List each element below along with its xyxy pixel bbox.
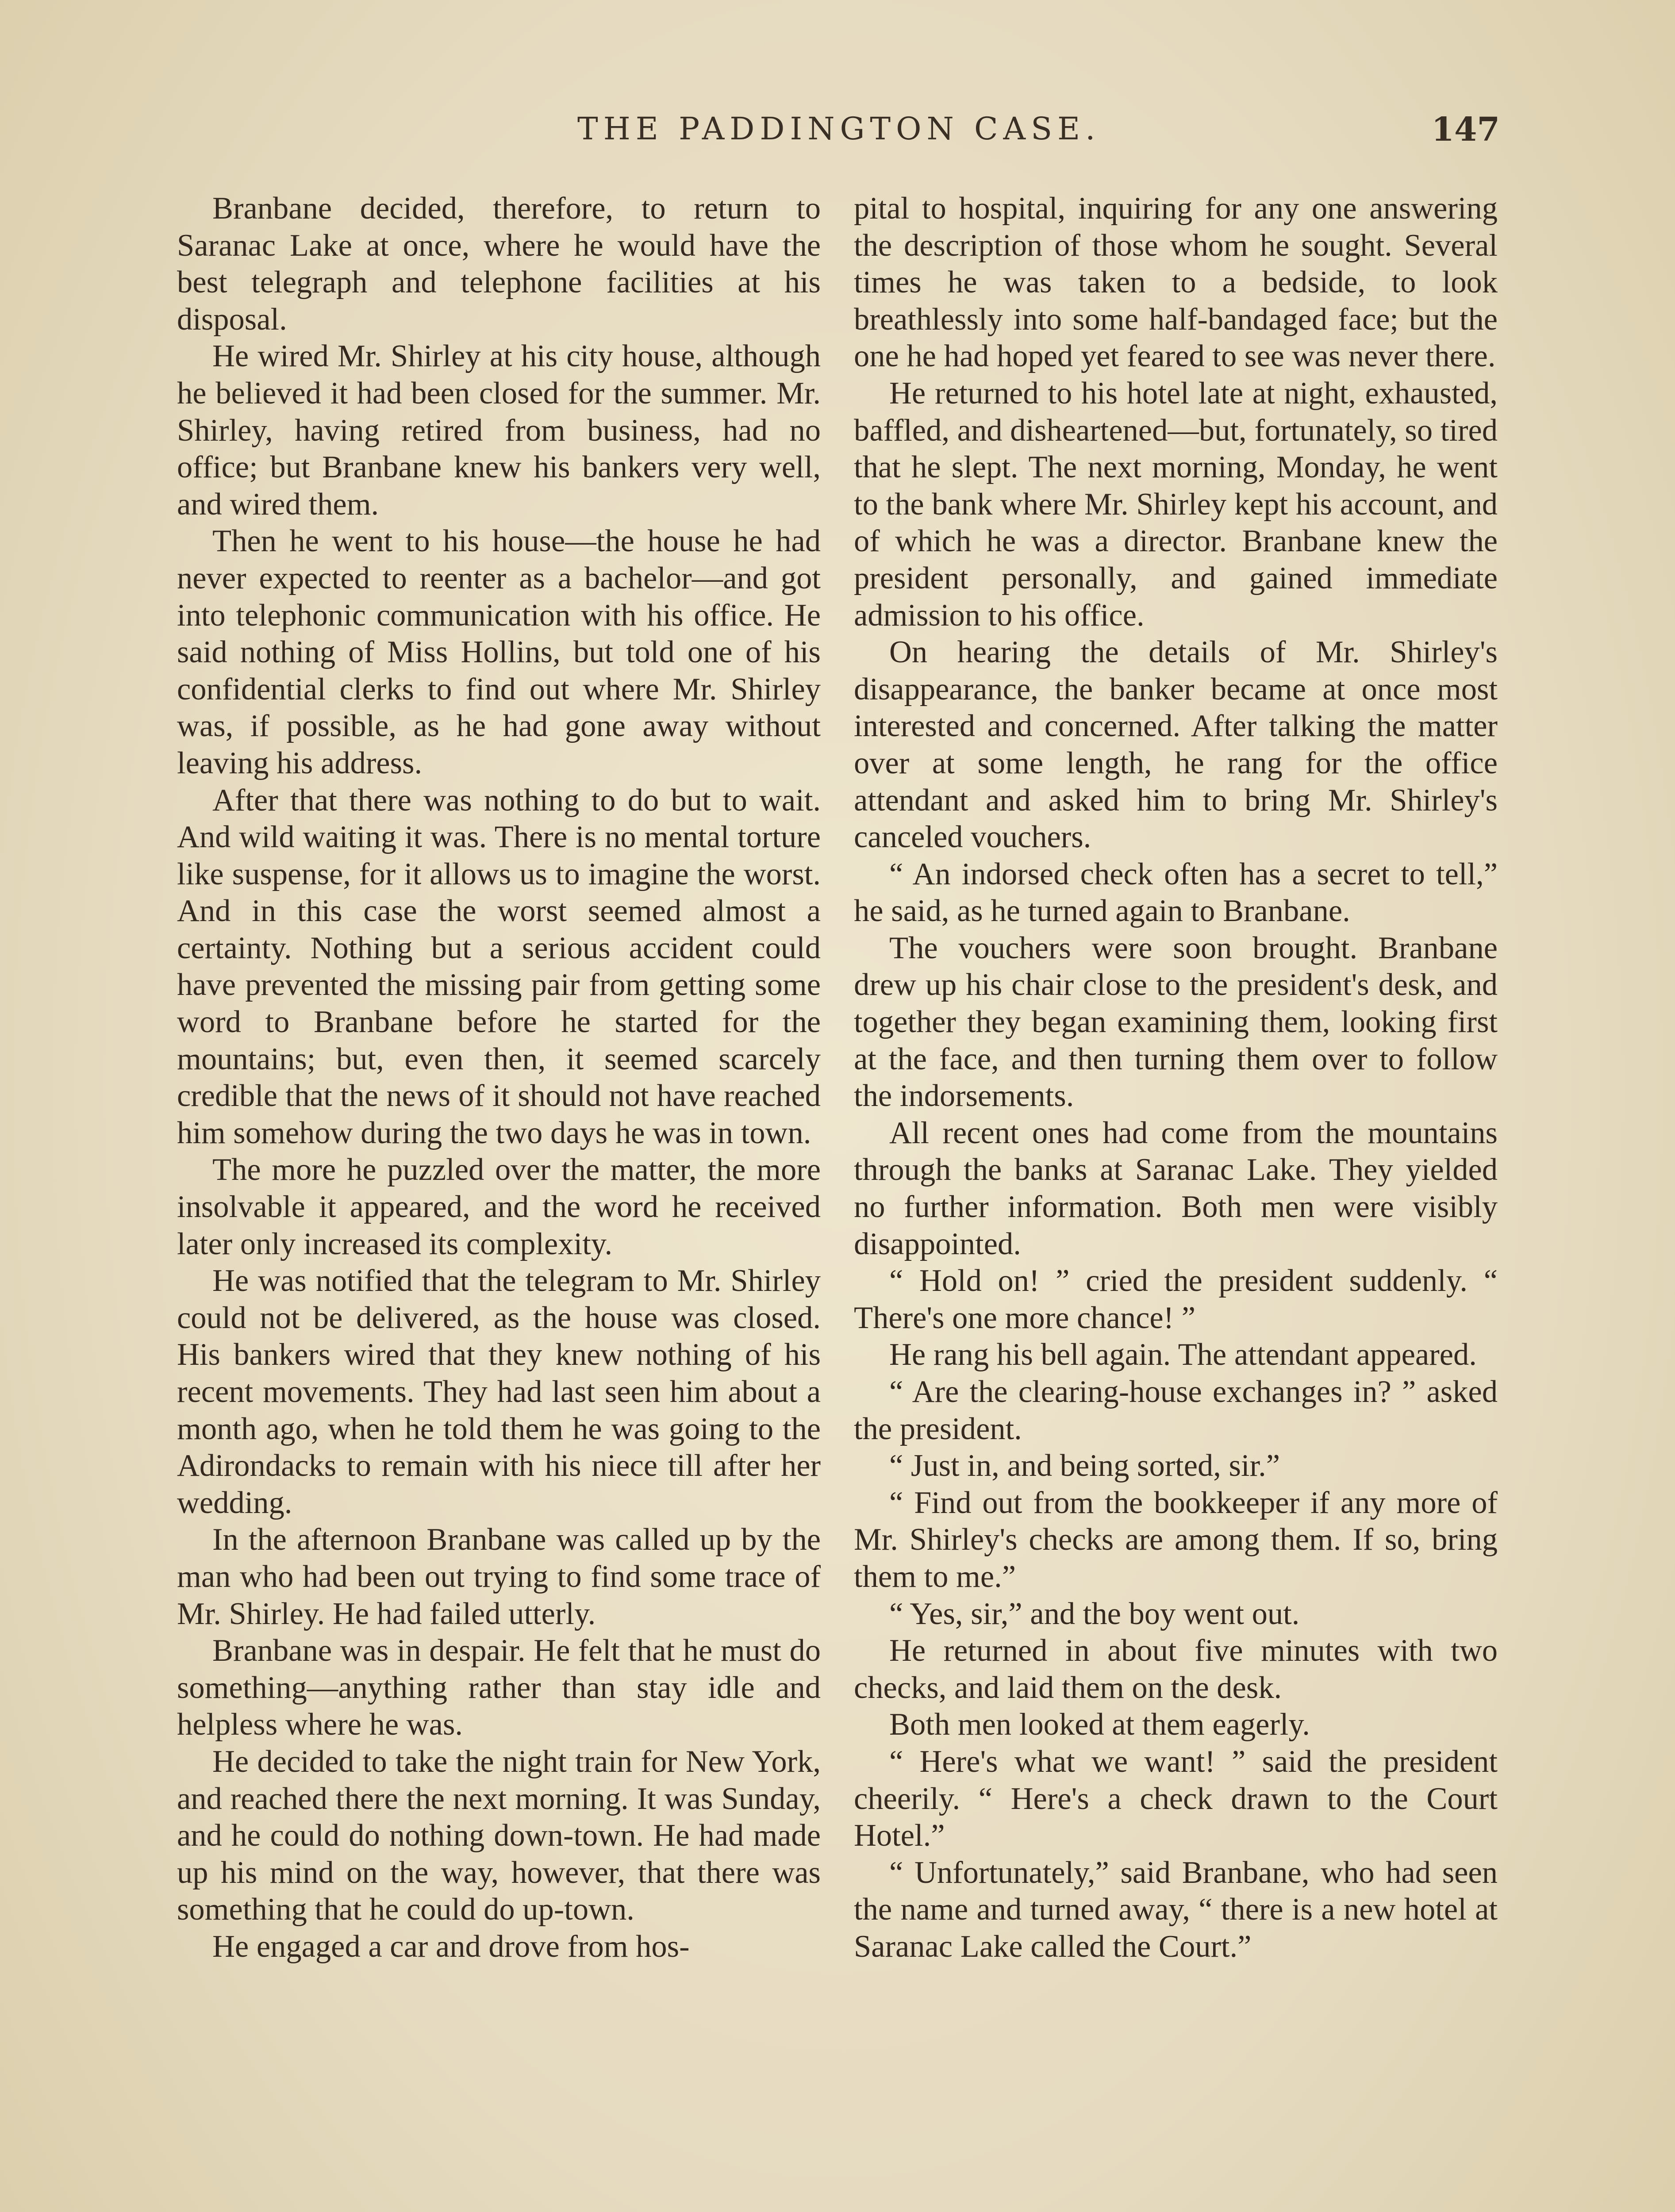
paragraph: “ Hold on! ” cried the president suddenly. “ There's one more chance! ” <box>854 1263 1498 1335</box>
paragraph: He rang his bell again. The attendant appeared. <box>889 1337 1477 1372</box>
paragraph: “ Find out from the bookkeeper if any more of Mr. Shirley's checks are among them. If so, bring them to me.” <box>854 1485 1498 1594</box>
page-header <box>177 111 1500 159</box>
page-number: 147 <box>1431 111 1500 149</box>
paragraph: He decided to take the night train for New York, and reached there the next morning. It was Sunday, and he could do nothing down-town. He had made up his mind on the way, however, that there was something that he could do up-town. <box>177 1744 821 1927</box>
paragraph: “ Yes, sir,” and the boy went out. <box>889 1596 1300 1631</box>
paragraph: He returned to his hotel late at night, exhausted, baffled, and disheartened—but, fortunately, so tired that he slept. The next morning, Monday, he went to the bank where Mr. Shirley kept his account, and of which he was a director. Branbane knew the president personally, and gained immediate admission to his office. <box>854 376 1498 633</box>
paragraph: On hearing the details of Mr. Shirley's disappearance, the banker became at once most interested and concerned. After talking the matter over at some length, he rang for the office attendant and asked him to bring Mr. Shirley's canceled vouchers. <box>854 635 1498 855</box>
paragraph: He wired Mr. Shirley at his city house, although he believed it had been closed for the summer. Mr. Shirley, having retired from business, had no office; but Branbane knew his bankers very well, and wired them. <box>177 339 821 522</box>
paragraph: All recent ones had come from the mountains through the banks at Saranac Lake. They yielded no further information. Both men were visibly disappointed. <box>854 1115 1498 1261</box>
left-column <box>177 190 821 1966</box>
paragraph: “ Just in, and being sorted, sir.” <box>889 1448 1280 1483</box>
running-title: THE PADDINGTON CASE. <box>577 111 1101 147</box>
paragraph: “ Unfortunately,” said Branbane, who had seen the name and turned away, “ there is a new hotel at Saranac Lake called the Court.” <box>854 1855 1498 1964</box>
right-column <box>854 190 1498 1966</box>
paragraph: He returned in about five minutes with two checks, and laid them on the desk. <box>854 1633 1498 1705</box>
continued-paragraph: pital to hospital, inquiring for any one answering the description of those whom he sought. Several times he was taken to a bedside, to look breathlessly into some half-bandaged face; but the one he had hoped yet feared to see was never there. <box>854 191 1498 374</box>
paragraph: After that there was nothing to do but to wait. And wild waiting it was. There is no mental torture like suspense, for it allows us to imagine the worst. And in this case the worst seemed almost a certainty. Nothing but a serious accident could have prevented the missing pair from getting some word to Branbane before he started for the mountains; but, even then, it seemed scarcely credible that the news of it should not have reached him somehow during the two days he was in town. <box>177 783 821 1150</box>
paragraph: “ An indorsed check often has a secret to tell,” he said, as he turned again to Branbane. <box>854 856 1498 929</box>
paragraph: He engaged a car and drove from hos- <box>212 1929 690 1964</box>
paragraph: Branbane decided, therefore, to return to Saranac Lake at once, where he would have the best telegraph and telephone facilities at his disposal. <box>177 191 821 337</box>
paragraph: He was notified that the telegram to Mr. Shirley could not be delivered, as the house was closed. His bankers wired that they knew nothing of his recent movements. They had last seen him about a month ago, when he told them he was going to the Adirondacks to remain with his niece till after her wedding. <box>177 1263 821 1520</box>
paragraph: “ Here's what we want! ” said the president cheerily. “ Here's a check drawn to the Court Hotel.” <box>854 1744 1498 1853</box>
paragraph: The more he puzzled over the matter, the more insolvable it appeared, and the word he received later only increased its complexity. <box>177 1152 821 1261</box>
paragraph: Both men looked at them eagerly. <box>889 1707 1310 1742</box>
paragraph: Branbane was in despair. He felt that he must do something—anything rather than stay idle and helpless where he was. <box>177 1633 821 1742</box>
paragraph: In the afternoon Branbane was called up by the man who had been out trying to find some trace of Mr. Shirley. He had failed utterly. <box>177 1522 821 1631</box>
paragraph: The vouchers were soon brought. Branbane drew up his chair close to the president's desk, and together they began examining them, looking first at the face, and then turning them over to follow the indorsements. <box>854 930 1498 1114</box>
paragraph: Then he went to his house—the house he had never expected to reenter as a bachelor—and got into telephonic communication with his office. He said nothing of Miss Hollins, but told one of his confidential clerks to find out where Mr. Shirley was, if possible, as he had gone away without leaving his address. <box>177 524 821 780</box>
paragraph: “ Are the clearing-house exchanges in? ” asked the president. <box>854 1375 1498 1446</box>
